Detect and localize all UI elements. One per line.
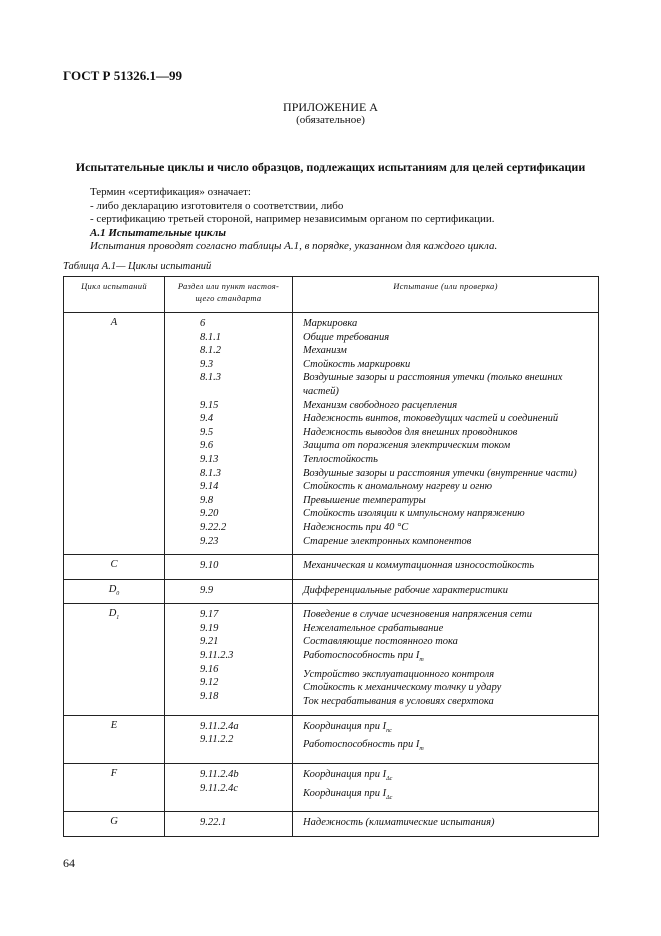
section-number: 9.22.1 bbox=[200, 817, 227, 829]
current-subscript: Δc bbox=[386, 776, 393, 782]
test-name bbox=[303, 635, 592, 649]
section-number: 9.9 bbox=[200, 584, 214, 596]
test-text: Надежность винтов, токоведущих частей и соединений bbox=[303, 413, 559, 425]
table-row bbox=[64, 715, 599, 763]
cycle-cell bbox=[64, 763, 165, 811]
test-text: Работоспособность при I bbox=[303, 650, 420, 662]
test-text: Ток несрабатывания в условиях сверхтока bbox=[303, 695, 494, 707]
test-name bbox=[303, 439, 592, 453]
section-number: 9.8 bbox=[200, 494, 214, 506]
cycle-label: C bbox=[110, 559, 118, 571]
test-text: Воздушные зазоры и расстояния утечки (только внешних частей) bbox=[303, 372, 563, 397]
cycle-cell bbox=[64, 812, 165, 837]
test-name bbox=[303, 399, 592, 413]
test-text: Координация при I bbox=[303, 720, 387, 732]
section-number: 9.11.2.3 bbox=[200, 650, 234, 662]
section-number: 9.15 bbox=[200, 399, 219, 411]
test-cell bbox=[293, 812, 599, 837]
intro-line: Испытания проводят согласно таблицы А.1, в порядке, указанном для каждого цикла. bbox=[90, 240, 498, 253]
section-number: 9.21 bbox=[200, 636, 219, 648]
table-row bbox=[64, 579, 599, 604]
test-text: Работоспособность при I bbox=[303, 739, 420, 751]
section-number: 9.11.2.4c bbox=[200, 782, 239, 794]
appendix-heading: Испытательные циклы и число образцов, подлежащих испытаниям для целей сертификации bbox=[75, 160, 586, 174]
section-number: 9.16 bbox=[200, 663, 219, 675]
test-name bbox=[303, 521, 592, 535]
test-text: Превышение температуры bbox=[303, 494, 426, 506]
header-section: Раздел или пункт настоя-щего стандарта bbox=[165, 277, 293, 313]
test-text: Нежелательное срабатывание bbox=[303, 622, 444, 634]
section-cell bbox=[165, 555, 293, 580]
section-number: 9.17 bbox=[200, 609, 219, 621]
test-name bbox=[303, 507, 592, 521]
section-number: 9.13 bbox=[200, 453, 219, 465]
test-name bbox=[303, 720, 592, 739]
section-number: 9.23 bbox=[200, 535, 219, 547]
test-name bbox=[303, 344, 592, 358]
cycle-label: A bbox=[110, 317, 118, 328]
section-number: 9.11.2.4a bbox=[200, 720, 239, 732]
section-cell bbox=[165, 715, 293, 763]
cycle-label: E bbox=[110, 719, 118, 731]
cycle-label: F bbox=[110, 767, 118, 779]
table-row bbox=[64, 604, 599, 715]
test-name bbox=[303, 358, 592, 372]
test-text: Теплостойкость bbox=[303, 453, 378, 465]
cycle-label: D bbox=[108, 608, 117, 620]
section-number: 9.19 bbox=[200, 622, 219, 634]
test-name bbox=[303, 816, 592, 830]
table-row bbox=[64, 763, 599, 811]
test-cycles-table bbox=[63, 276, 599, 837]
current-subscript: nc bbox=[386, 727, 392, 734]
test-text: Надежность при 40 °С bbox=[303, 521, 409, 533]
current-subscript: m bbox=[419, 746, 424, 753]
section-number: 9.10 bbox=[200, 560, 219, 572]
test-text: Устройство эксплуатационного контроля bbox=[303, 668, 495, 680]
cycle-cell bbox=[64, 715, 165, 763]
test-text: Надежность (климатические испытания) bbox=[303, 817, 495, 829]
table-row bbox=[64, 812, 599, 837]
intro-line: Термин «сертификация» означает: bbox=[90, 186, 251, 198]
test-text: Механическая и коммутационная износостойкость bbox=[303, 560, 535, 572]
section-number: 6 bbox=[200, 318, 206, 329]
cycle-subscript: 0 bbox=[116, 590, 120, 597]
test-text: Воздушные зазоры и расстояния утечки (внутренние части) bbox=[303, 467, 577, 479]
document-code: ГОСТ Р 51326.1—99 bbox=[63, 68, 182, 83]
table-header-row bbox=[64, 277, 599, 313]
test-name bbox=[303, 559, 592, 573]
section-number: 9.20 bbox=[200, 508, 219, 520]
test-cell bbox=[293, 763, 599, 811]
cycle-cell bbox=[64, 555, 165, 580]
appendix-title: ПРИЛОЖЕНИЕ А bbox=[283, 100, 378, 114]
test-text: Механизм bbox=[303, 345, 347, 357]
cycle-cell bbox=[64, 313, 165, 555]
intro-text bbox=[90, 186, 497, 254]
test-name bbox=[303, 738, 592, 757]
section-number: 9.4 bbox=[200, 413, 214, 425]
section-number: 9.11.2.4b bbox=[200, 768, 239, 780]
appendix-subtitle: (обязательное) bbox=[296, 114, 365, 126]
test-text: Защита от поражения электрическим током bbox=[303, 440, 511, 452]
test-name bbox=[303, 412, 592, 426]
header-cycle: Цикл испытаний bbox=[64, 277, 165, 313]
section-number: 8.1.3 bbox=[200, 467, 221, 479]
table-caption: Таблица А.1— Циклы испытаний bbox=[63, 261, 212, 272]
page-number: 64 bbox=[63, 856, 75, 870]
section-cell bbox=[165, 579, 293, 604]
section-number: 9.12 bbox=[200, 677, 219, 689]
test-text: Стойкость к аномальному нагреву и огню bbox=[303, 481, 492, 493]
test-name bbox=[303, 535, 592, 549]
test-text: Координация при I bbox=[303, 768, 387, 780]
section-cell bbox=[165, 313, 293, 555]
test-name bbox=[303, 584, 592, 598]
section-number: 9.5 bbox=[200, 426, 214, 438]
test-name bbox=[303, 768, 592, 787]
section-cell bbox=[165, 763, 293, 811]
table-row bbox=[64, 313, 599, 555]
test-name bbox=[303, 371, 592, 398]
test-name bbox=[303, 331, 592, 345]
test-text: Маркировка bbox=[303, 318, 358, 329]
section-number: 8.1.2 bbox=[200, 345, 221, 357]
test-cell bbox=[293, 555, 599, 580]
test-text: Старение электронных компонентов bbox=[303, 535, 472, 547]
test-name bbox=[303, 317, 592, 331]
section-number: 9.3 bbox=[200, 358, 214, 370]
table-row bbox=[64, 555, 599, 580]
test-text: Надежность выводов для внешних проводников bbox=[303, 426, 518, 438]
test-name bbox=[303, 622, 592, 636]
test-text: Общие требования bbox=[303, 331, 390, 343]
test-name bbox=[303, 668, 592, 682]
header-test: Испытание (или проверка) bbox=[293, 277, 599, 313]
section-cell bbox=[165, 604, 293, 715]
test-name bbox=[303, 649, 592, 668]
cycle-cell bbox=[64, 604, 165, 715]
test-text: Координация при I bbox=[303, 787, 387, 799]
section-number: 9.18 bbox=[200, 690, 219, 702]
current-subscript: m bbox=[419, 657, 424, 664]
test-cell bbox=[293, 313, 599, 555]
section-number: 9.14 bbox=[200, 481, 219, 493]
test-cell bbox=[293, 715, 599, 763]
test-text: Стойкость маркировки bbox=[303, 358, 411, 370]
test-name bbox=[303, 480, 592, 494]
test-name bbox=[303, 787, 592, 806]
intro-line: - сертификацию третьей стороной, например независимым органом по сертификации. bbox=[90, 213, 495, 226]
cycle-label: G bbox=[110, 816, 118, 828]
test-name bbox=[303, 426, 592, 440]
section-number: 9.22.2 bbox=[200, 521, 227, 533]
section-number bbox=[200, 385, 292, 399]
section-number: 8.1.3 bbox=[200, 372, 221, 384]
test-text: Поведение в случае исчезновения напряжения сети bbox=[303, 609, 532, 621]
cycle-cell bbox=[64, 579, 165, 604]
test-text: Стойкость изоляции к импульсному напряжению bbox=[303, 508, 525, 520]
test-cell bbox=[293, 604, 599, 715]
cycle-label: D bbox=[108, 583, 117, 595]
section-number: 9.11.2.2 bbox=[200, 734, 234, 746]
current-subscript: Δc bbox=[386, 794, 393, 801]
cycle-subscript: 1 bbox=[116, 615, 120, 622]
test-name bbox=[303, 695, 592, 709]
test-name bbox=[303, 608, 592, 622]
test-name bbox=[303, 467, 592, 481]
test-cell bbox=[293, 579, 599, 604]
test-name bbox=[303, 681, 592, 695]
test-text: Механизм свободного расцепления bbox=[303, 399, 458, 411]
intro-line: - либо декларацию изготовителя о соответствии, либо bbox=[90, 199, 344, 212]
section-cell bbox=[165, 812, 293, 837]
section-number: 9.6 bbox=[200, 440, 214, 452]
section-number: 8.1.1 bbox=[200, 331, 221, 343]
section-title: А.1 Испытательные циклы bbox=[90, 226, 226, 239]
test-name bbox=[303, 453, 592, 467]
test-text: Стойкость к механическому толчку и удару bbox=[303, 682, 502, 694]
test-text: Дифференциальные рабочие характеристики bbox=[303, 584, 508, 596]
test-text: Составляющие постоянного тока bbox=[303, 636, 458, 648]
test-name bbox=[303, 494, 592, 508]
